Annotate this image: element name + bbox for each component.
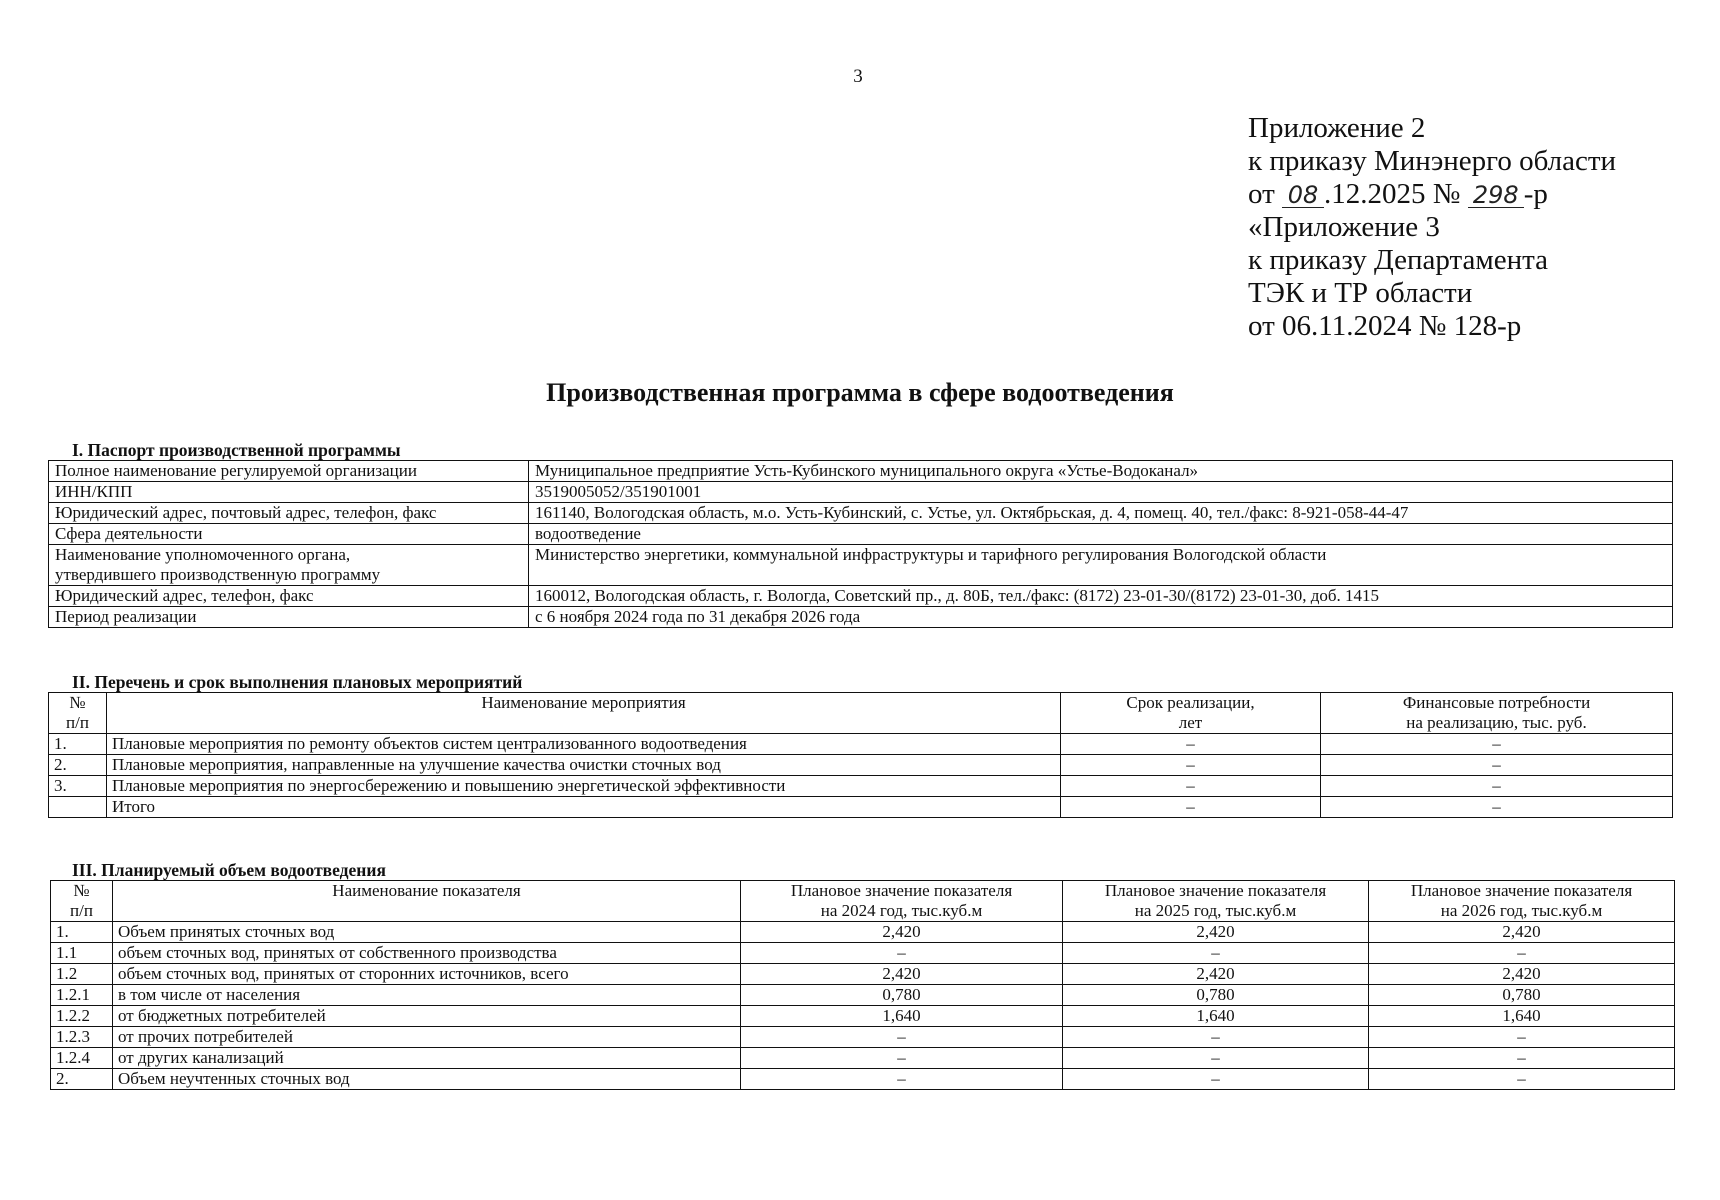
passport-label: Полное наименование регулируемой организации (49, 461, 529, 482)
passport-label (49, 545, 529, 586)
measures-table (48, 692, 1673, 818)
row-value-2024: – (741, 1048, 1063, 1069)
row-num: 3. (49, 776, 107, 797)
header-term-line-1: Срок реализации, (1126, 693, 1255, 712)
section1-heading: I. Паспорт производственной программы (72, 440, 401, 460)
appendix-line-4: «Приложение 3 (1248, 211, 1440, 243)
header-2024 (741, 881, 1063, 922)
table-header-row (51, 881, 1675, 922)
table-row (51, 1048, 1675, 1069)
header-num (51, 881, 113, 922)
passport-table (48, 460, 1673, 628)
row-value-2025: – (1063, 943, 1369, 964)
header-num-line-2: п/п (70, 901, 93, 920)
row-name: от бюджетных потребителей (113, 1006, 741, 1027)
row-value-2026: – (1369, 943, 1675, 964)
header-2026-line-2: на 2026 год, тыс.куб.м (1440, 901, 1603, 920)
row-value-2024: – (741, 1069, 1063, 1090)
row-value-2025: 1,640 (1063, 1006, 1369, 1027)
header-finance-line-1: Финансовые потребности (1402, 693, 1591, 712)
row-term: – (1061, 776, 1321, 797)
header-num-line-1: № (73, 881, 90, 900)
handwritten-order-number: 298 (1468, 183, 1524, 208)
row-num: 1. (49, 734, 107, 755)
passport-label: Сфера деятельности (49, 524, 529, 545)
row-num: 1.1 (51, 943, 113, 964)
header-2024-line-2: на 2024 год, тыс.куб.м (820, 901, 983, 920)
row-num: 1.2.2 (51, 1006, 113, 1027)
row-name: Плановые мероприятия по энергосбережению и повышению энергетической эффективности (107, 776, 1061, 797)
table-row (49, 776, 1673, 797)
row-value-2025: 2,420 (1063, 922, 1369, 943)
row-num: 2. (49, 755, 107, 776)
table-row (51, 922, 1675, 943)
row-name: в том числе от населения (113, 985, 741, 1006)
document-title: Производственная программа в сфере водоотведения (546, 378, 1174, 407)
row-value-2024: – (741, 1027, 1063, 1048)
row-value-2025: – (1063, 1048, 1369, 1069)
row-num: 1.2.4 (51, 1048, 113, 1069)
row-name: Объем принятых сточных вод (113, 922, 741, 943)
table-header-row (49, 693, 1673, 734)
row-value-2025: 0,780 (1063, 985, 1369, 1006)
table-row (51, 1069, 1675, 1090)
row-name: объем сточных вод, принятых от собственного производства (113, 943, 741, 964)
header-name: Наименование показателя (113, 881, 741, 922)
row-num: 2. (51, 1069, 113, 1090)
passport-label: Юридический адрес, почтовый адрес, телефон, факс (49, 503, 529, 524)
row-name: Плановые мероприятия по ремонту объектов систем централизованного водоотведения (107, 734, 1061, 755)
row-finance: – (1321, 755, 1673, 776)
table-row (51, 964, 1675, 985)
passport-label-line-2: утвердившего производственную программу (55, 565, 381, 584)
table-row (49, 524, 1673, 545)
table-row (51, 985, 1675, 1006)
row-term: – (1061, 734, 1321, 755)
table-row (49, 797, 1673, 818)
passport-value: 160012, Вологодская область, г. Вологда, Советский пр., д. 80Б, тел./факс: (8172) 23-01-30/(8172) 23-01-30, доб. 1415 (529, 586, 1673, 607)
appendix-order-suffix: -р (1523, 178, 1548, 210)
appendix-date-prefix: от (1248, 178, 1275, 210)
table-row (49, 545, 1673, 586)
table-row (51, 1006, 1675, 1027)
row-finance: – (1321, 797, 1673, 818)
section3-heading: III. Планируемый объем водоотведения (72, 860, 386, 880)
row-value-2026: 2,420 (1369, 922, 1675, 943)
page-number: 3 (853, 66, 863, 87)
header-finance (1321, 693, 1673, 734)
row-name: Итого (107, 797, 1061, 818)
passport-value: с 6 ноября 2024 года по 31 декабря 2026 года (529, 607, 1673, 628)
row-value-2026: 0,780 (1369, 985, 1675, 1006)
header-num-line-2: п/п (66, 713, 89, 732)
row-name: от других канализаций (113, 1048, 741, 1069)
header-num-line-1: № (69, 693, 86, 712)
row-num: 1. (51, 922, 113, 943)
appendix-line-2: к приказу Минэнерго области (1248, 145, 1617, 177)
header-num (49, 693, 107, 734)
appendix-date-mid: .12.2025 № (1324, 178, 1461, 210)
row-name: объем сточных вод, принятых от сторонних источников, всего (113, 964, 741, 985)
row-num: 1.2 (51, 964, 113, 985)
passport-label: ИНН/КПП (49, 482, 529, 503)
table-row (49, 461, 1673, 482)
appendix-line-6: ТЭК и ТР области (1248, 277, 1473, 309)
table-row (49, 607, 1673, 628)
row-value-2026: 2,420 (1369, 964, 1675, 985)
passport-value: 161140, Вологодская область, м.о. Усть-Кубинский, с. Устье, ул. Октябрьская, д. 4, помещ. 40, тел./факс: 8-921-058-44-47 (529, 503, 1673, 524)
passport-label: Период реализации (49, 607, 529, 628)
volume-table (50, 880, 1675, 1090)
row-term: – (1061, 755, 1321, 776)
row-value-2024: 1,640 (741, 1006, 1063, 1027)
row-name: от прочих потребителей (113, 1027, 741, 1048)
section2-heading: II. Перечень и срок выполнения плановых мероприятий (72, 672, 523, 692)
row-value-2026: – (1369, 1027, 1675, 1048)
table-row (51, 943, 1675, 964)
passport-value: Министерство энергетики, коммунальной инфраструктуры и тарифного регулирования Вологодской области (529, 545, 1673, 586)
passport-label-line-1: Наименование уполномоченного органа, (55, 545, 351, 564)
row-value-2025: 2,420 (1063, 964, 1369, 985)
table-row (49, 482, 1673, 503)
appendix-line-1: Приложение 2 (1248, 112, 1426, 144)
row-num: 1.2.1 (51, 985, 113, 1006)
row-num: 1.2.3 (51, 1027, 113, 1048)
passport-value: 3519005052/351901001 (529, 482, 1673, 503)
header-name: Наименование мероприятия (107, 693, 1061, 734)
row-value-2024: 0,780 (741, 985, 1063, 1006)
appendix-line-5: к приказу Департамента (1248, 244, 1549, 276)
row-name: Плановые мероприятия, направленные на улучшение качества очистки сточных вод (107, 755, 1061, 776)
header-2026-line-1: Плановое значение показателя (1410, 881, 1633, 900)
appendix-line-3 (1248, 178, 1616, 211)
header-2026 (1369, 881, 1675, 922)
row-value-2025: – (1063, 1069, 1369, 1090)
header-term-line-2: лет (1178, 713, 1203, 732)
table-row (49, 734, 1673, 755)
row-term: – (1061, 797, 1321, 818)
header-2025-line-1: Плановое значение показателя (1104, 881, 1327, 900)
header-term (1061, 693, 1321, 734)
row-name: Объем неучтенных сточных вод (113, 1069, 741, 1090)
row-value-2026: – (1369, 1069, 1675, 1090)
table-row (49, 503, 1673, 524)
handwritten-day: 08 (1282, 183, 1324, 208)
header-2024-line-1: Плановое значение показателя (790, 881, 1013, 900)
appendix-block (1248, 112, 1616, 343)
row-value-2024: 2,420 (741, 922, 1063, 943)
row-finance: – (1321, 776, 1673, 797)
header-finance-line-2: на реализацию, тыс. руб. (1406, 713, 1587, 732)
row-value-2026: – (1369, 1048, 1675, 1069)
table-row (49, 586, 1673, 607)
row-value-2025: – (1063, 1027, 1369, 1048)
passport-label: Юридический адрес, телефон, факс (49, 586, 529, 607)
passport-value: водоотведение (529, 524, 1673, 545)
row-value-2024: – (741, 943, 1063, 964)
passport-value: Муниципальное предприятие Усть-Кубинского муниципального округа «Устье-Водоканал» (529, 461, 1673, 482)
header-2025 (1063, 881, 1369, 922)
table-row (51, 1027, 1675, 1048)
appendix-line-7: от 06.11.2024 № 128-р (1248, 310, 1522, 342)
row-num (49, 797, 107, 818)
row-value-2024: 2,420 (741, 964, 1063, 985)
table-row (49, 755, 1673, 776)
header-2025-line-2: на 2025 год, тыс.куб.м (1134, 901, 1297, 920)
row-finance: – (1321, 734, 1673, 755)
row-value-2026: 1,640 (1369, 1006, 1675, 1027)
